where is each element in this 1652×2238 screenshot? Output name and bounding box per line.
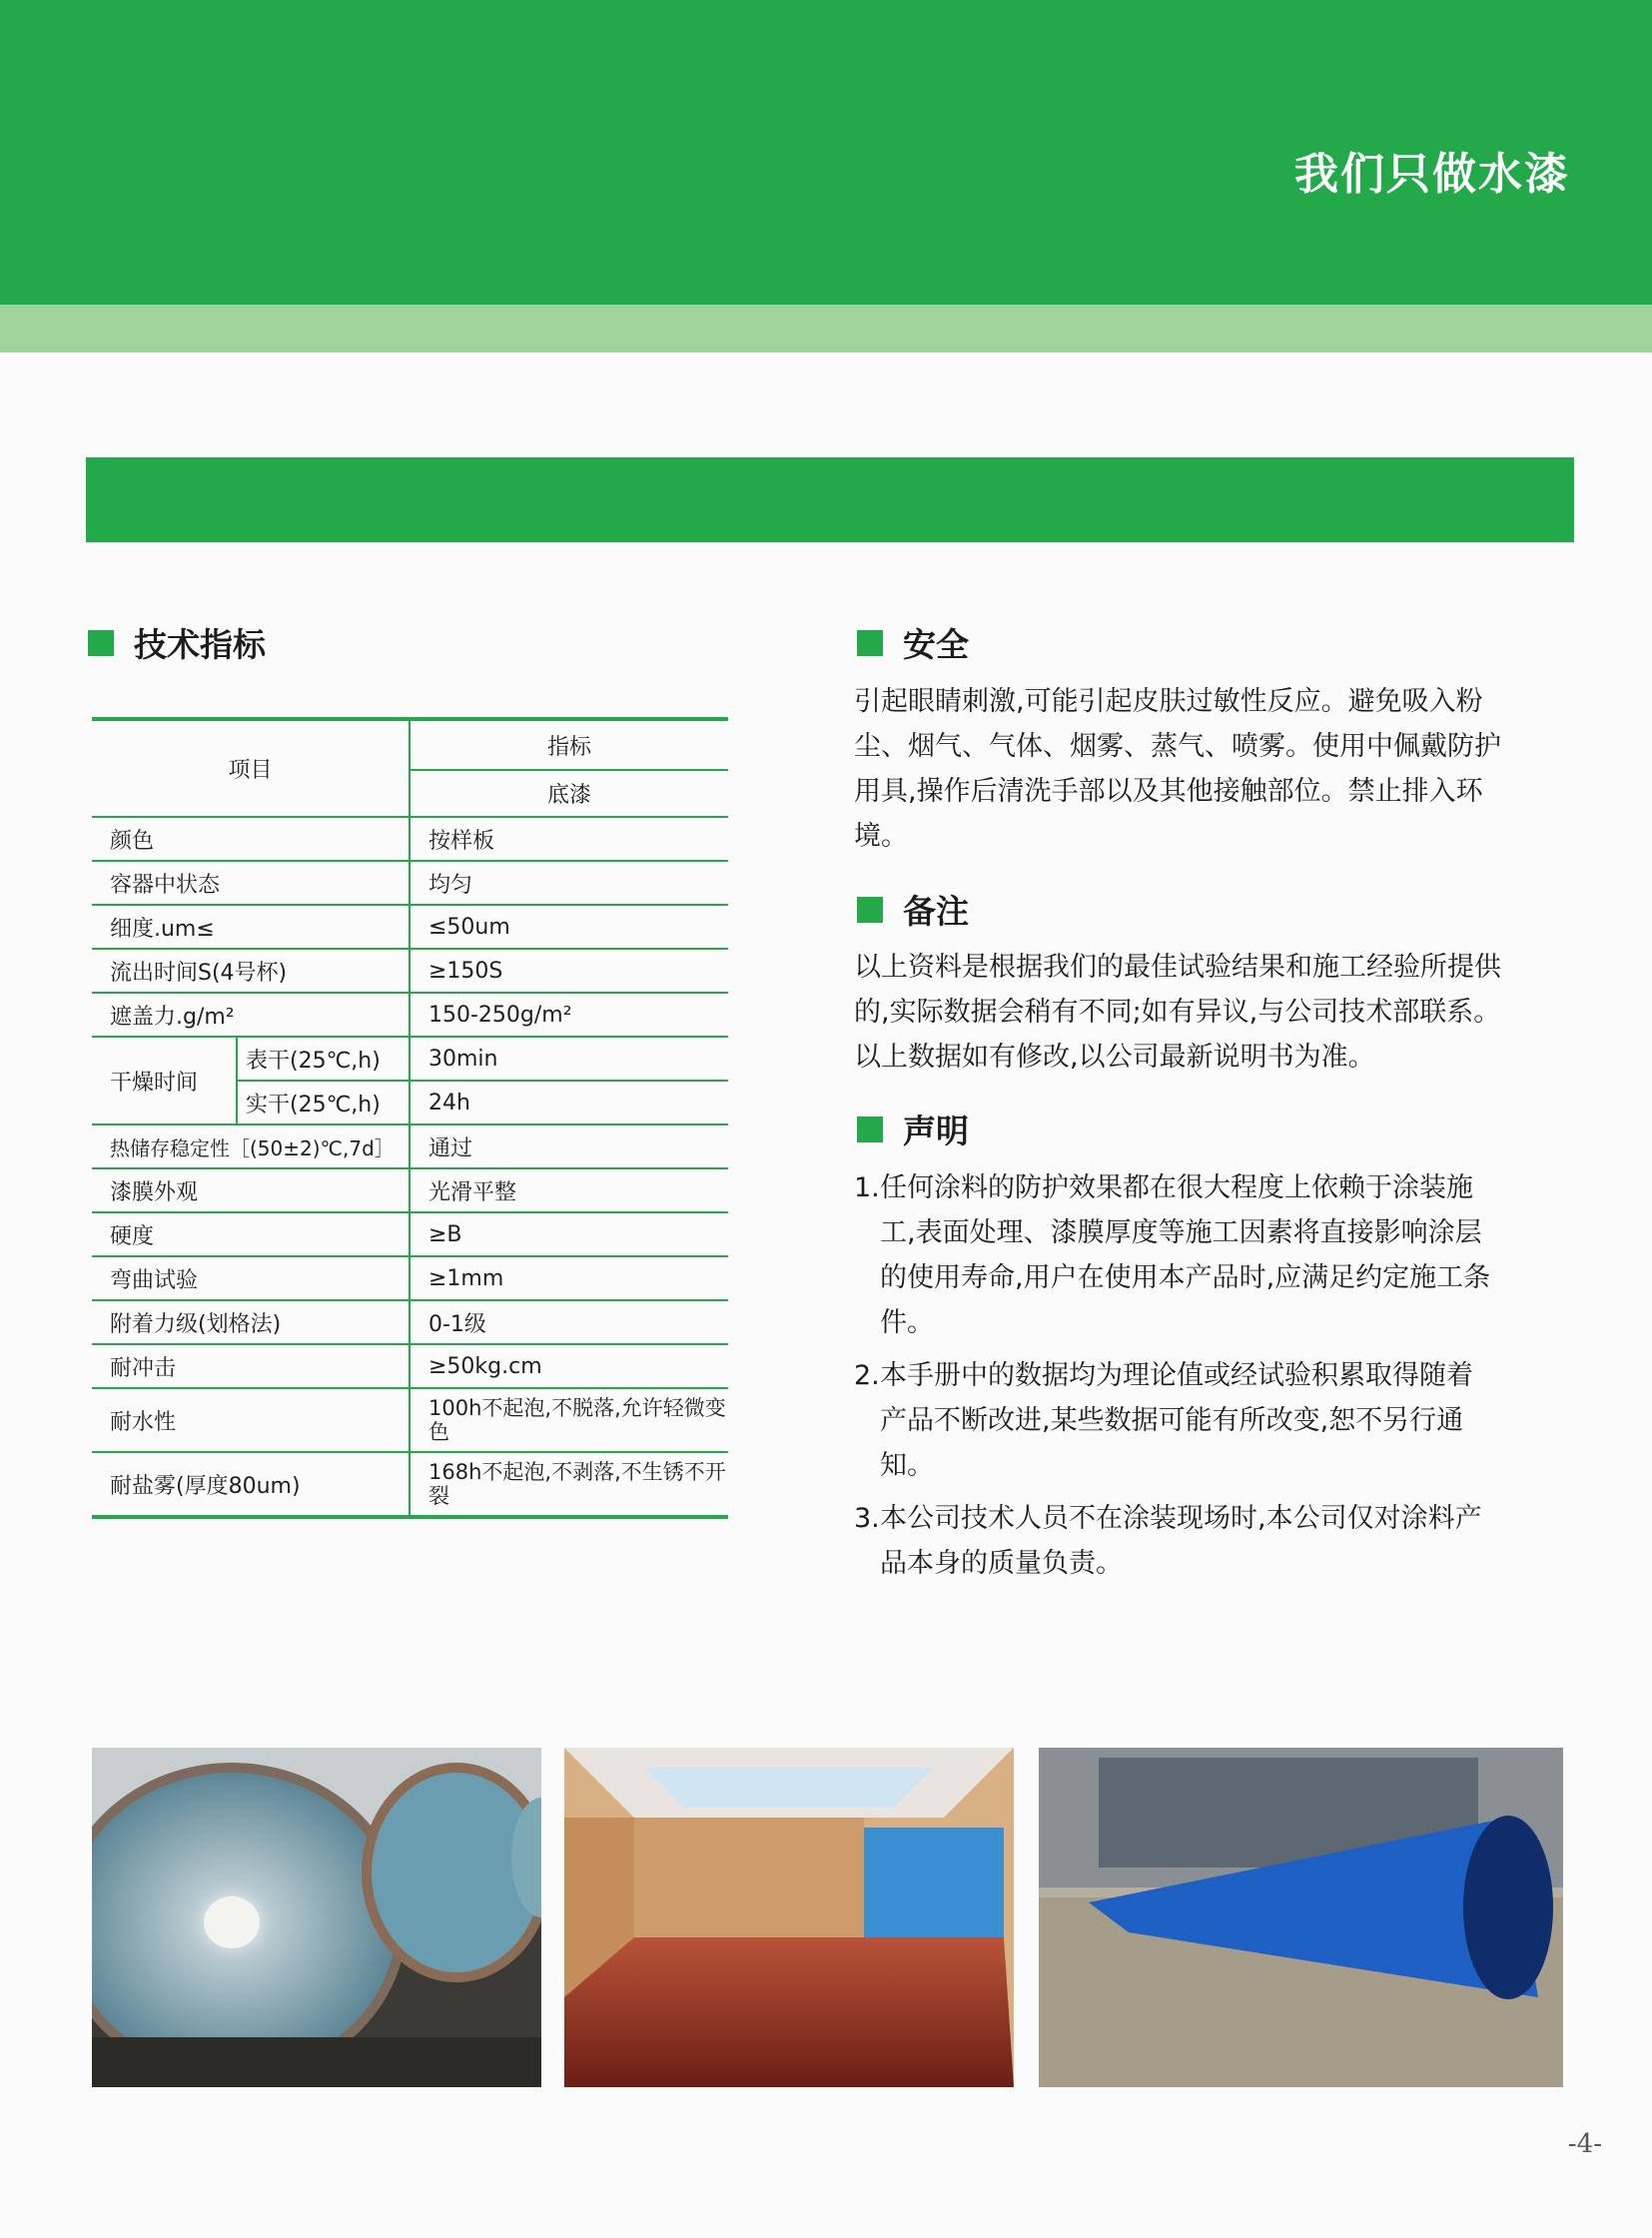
row-item: 硬度 xyxy=(92,1212,410,1256)
row-value: ≥150S xyxy=(410,949,728,993)
table-row xyxy=(92,949,728,993)
row-item: 耐盐雾(厚度80um) xyxy=(92,1452,410,1517)
row-value: 0-1级 xyxy=(410,1300,728,1344)
header-primer: 底漆 xyxy=(410,770,728,817)
statement-item xyxy=(854,1353,1513,1488)
row-value: 按样板 xyxy=(410,817,728,861)
row-item: 耐冲击 xyxy=(92,1344,410,1388)
bullet-square-icon xyxy=(857,630,883,656)
bullet-square-icon xyxy=(857,897,883,923)
row-item: 附着力级(划格法) xyxy=(92,1300,410,1344)
tech-heading xyxy=(88,619,266,666)
header-indicator: 指标 xyxy=(410,719,728,770)
page-number: -4- xyxy=(1567,2129,1602,2159)
statement-item xyxy=(854,1496,1513,1586)
statement-list xyxy=(854,1165,1513,1586)
row-value: 均匀 xyxy=(410,861,728,905)
safety-heading-text: 安全 xyxy=(903,625,969,664)
row-item: 漆膜外观 xyxy=(92,1168,410,1212)
drying-surface-label: 表干(25℃,h) xyxy=(237,1037,410,1081)
row-value: 100h不起泡,不脱落,允许轻微变色 xyxy=(410,1388,728,1452)
row-value: 168h不起泡,不剥落,不生锈不开裂 xyxy=(410,1452,728,1517)
remarks-text: 以上资料是根据我们的最佳试验结果和施工经验所提供的,实际数据会稍有不同;如有异议,与公司技术部联系。以上数据如有修改,以公司最新说明书为准。 xyxy=(854,952,1501,1073)
photo-pipes-interior xyxy=(92,1748,541,2087)
row-item: 遮盖力.g/m² xyxy=(92,993,410,1037)
table-row xyxy=(92,1388,728,1452)
row-value: ≤50um xyxy=(410,905,728,949)
table-row xyxy=(92,993,728,1037)
row-item: 容器中状态 xyxy=(92,861,410,905)
slogan: 我们只做水漆 xyxy=(1294,149,1570,200)
drying-hard-value: 24h xyxy=(410,1081,728,1124)
table-row xyxy=(92,817,728,861)
drying-surface-value: 30min xyxy=(410,1037,728,1081)
drying-label: 干燥时间 xyxy=(92,1037,237,1124)
table-row xyxy=(92,1212,728,1256)
statement-item xyxy=(854,1165,1513,1345)
row-value: 通过 xyxy=(410,1124,728,1168)
table-row xyxy=(92,1124,728,1168)
statement-num: 1. xyxy=(854,1172,880,1203)
bullet-square-icon xyxy=(88,630,114,656)
tech-heading-text: 技术指标 xyxy=(134,625,266,664)
statement-text: 本公司技术人员不在涂装现场时,本公司仅对涂料产品本身的质量负责。 xyxy=(880,1503,1482,1579)
row-item: 弯曲试验 xyxy=(92,1256,410,1300)
table-row xyxy=(92,1344,728,1388)
bullet-square-icon xyxy=(857,1117,883,1142)
remarks-heading-text: 备注 xyxy=(903,892,969,931)
table-row xyxy=(92,1168,728,1212)
table-row xyxy=(92,905,728,949)
spec-table xyxy=(92,717,728,1519)
statement-heading-text: 声明 xyxy=(903,1112,969,1150)
safety-heading xyxy=(857,619,969,666)
photo-interior-floor xyxy=(564,1748,1014,2087)
row-value: 光滑平整 xyxy=(410,1168,728,1212)
row-value: 150-250g/m² xyxy=(410,993,728,1037)
row-item: 颜色 xyxy=(92,817,410,861)
row-value: ≥1mm xyxy=(410,1256,728,1300)
remarks-heading xyxy=(857,886,969,933)
statement-text: 任何涂料的防护效果都在很大程度上依赖于涂装施工,表面处理、漆膜厚度等施工因素将直接影响涂层的使用寿命,用户在使用本产品时,应满足约定施工条件。 xyxy=(880,1172,1491,1338)
safety-text: 引起眼睛刺激,可能引起皮肤过敏性反应。避免吸入粉尘、烟气、气体、烟雾、蒸气、喷雾。使用中佩戴防护用具,操作后清洗手部以及其他接触部位。禁止排入环境。 xyxy=(854,686,1501,852)
row-item: 耐水性 xyxy=(92,1388,410,1452)
statement-num: 3. xyxy=(854,1503,880,1534)
table-row xyxy=(92,861,728,905)
statement-num: 2. xyxy=(854,1360,880,1391)
row-item: 热储存稳定性［(50±2)℃,7d］ xyxy=(92,1124,410,1168)
row-value: ≥50kg.cm xyxy=(410,1344,728,1388)
photo-blue-pipe xyxy=(1039,1748,1563,2087)
table-row xyxy=(92,1256,728,1300)
row-item: 细度.um≤ xyxy=(92,905,410,949)
table-row xyxy=(92,1037,728,1081)
table-row xyxy=(92,1452,728,1517)
statement-text: 本手册中的数据均为理论值或经试验积累取得随着产品不断改进,某些数据可能有所改变,恕不另行通知。 xyxy=(880,1360,1473,1481)
header-accent-band xyxy=(0,305,1652,353)
statement-heading xyxy=(857,1106,969,1152)
row-value: ≥B xyxy=(410,1212,728,1256)
drying-hard-label: 实干(25℃,h) xyxy=(237,1081,410,1124)
header-item: 项目 xyxy=(92,719,410,817)
row-item: 流出时间S(4号杯) xyxy=(92,949,410,993)
title-bar xyxy=(86,457,1574,542)
table-row xyxy=(92,1300,728,1344)
